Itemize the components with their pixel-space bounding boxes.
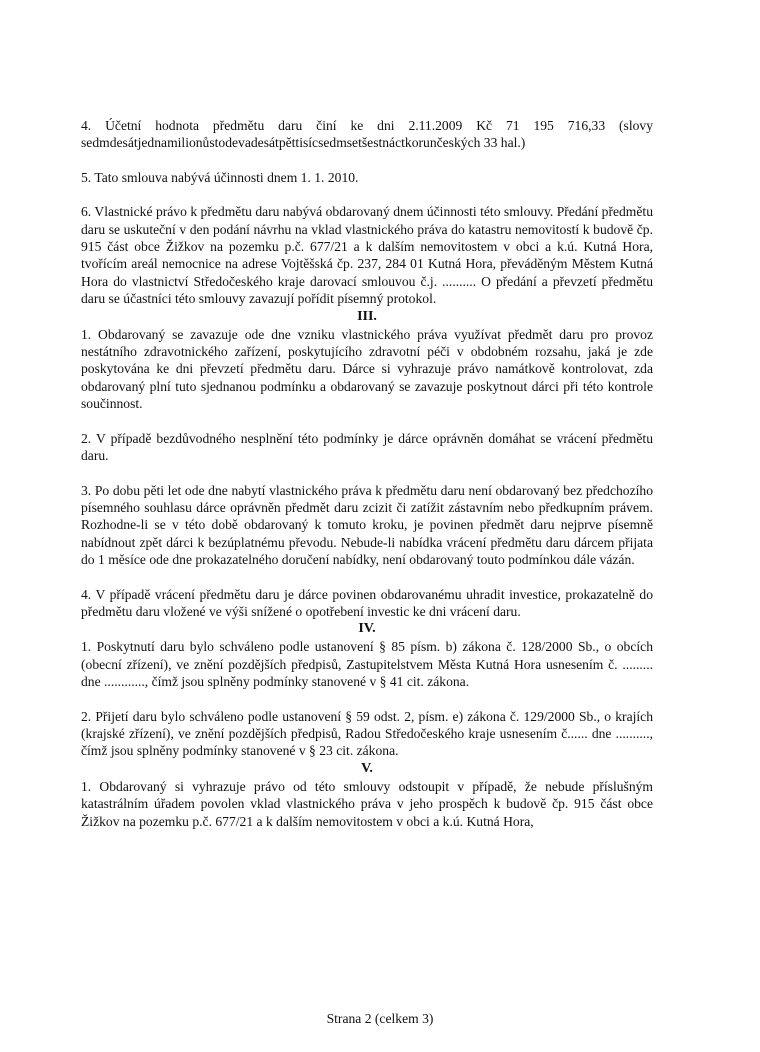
paragraph-v-1: 1. Obdarovaný si vyhrazuje právo od této smlouvy odstoupit v případě, že nebude příslušným katastrálním úřadem povolen vklad vlastnického práva v jeho prospěch k budově čp. 915 část obce Žižkov na pozemku p.č. 677/21 a k dalším nemovitostem v obci a k.ú. Kutná Hora, — [81, 778, 653, 829]
section-heading-v: V. — [361, 760, 373, 776]
section-heading-iv: IV. — [358, 621, 376, 637]
paragraph-iii-1: 1. Obdarovaný se zavazuje ode dne vzniku vlastnického práva využívat předmět daru pro provoz nestátního zdravotnického zařízení, poskytujícího zdravotní péči v obdobném rozsahu, jaká je zde poskytována ke dni převzetí předmětu daru. Dárce si vyhrazuje právo namátkově kontrolovat, zda obdarovaný plní tuto sjednanou podmínku a obdarovaný se zavazuje poskytnout dárci při této kontrole součinnost. — [81, 326, 653, 412]
page-number-footer: Strana 2 (celkem 3) — [326, 1011, 434, 1026]
section-heading-iii: III. — [357, 308, 377, 324]
paragraph-iii-3: 3. Po dobu pěti let ode dne nabytí vlastnického práva k předmětu daru není obdarovaný bez předchozího písemného souhlasu dárce oprávněn předmět daru zcizit či zatížit zástavním nebo předkupním právem. Rozhodne-li se v této době obdarovaný k tomuto kroku, je povinen předmět daru nejprve písemně nabídnout zpět dárci k bezúplatnému převodu. Nebude-li nabídka vrácení předmětu daru dárcem přijata do 1 měsíce ode dne prokazatelného doručení nabídky, není obdarovaný touto podmínkou dále vázán. — [81, 482, 653, 568]
paragraph-iv-2: 2. Přijetí daru bylo schváleno podle ustanovení § 59 odst. 2, písm. e) zákona č. 129/2000 Sb., o krajích (krajské zřízení), ve znění pozdějších předpisů, Radou Středočeského kraje usnesením č...... dne .........., čímž jsou splněny podmínky stanovené v § 23 cit. zákona. — [81, 708, 653, 759]
document-body — [81, 117, 653, 830]
paragraph-iii-2: 2. V případě bezdůvodného nesplnění této podmínky je dárce oprávněn domáhat se vrácení předmětu daru. — [81, 430, 653, 464]
paragraph-ii-5: 5. Tato smlouva nabývá účinnosti dnem 1. 1. 2010. — [81, 169, 359, 185]
paragraph-iv-1: 1. Poskytnutí daru bylo schváleno podle ustanovení § 85 písm. b) zákona č. 128/2000 Sb., o obcích (obecní zřízení), ve znění pozdějších předpisů, Zastupitelstvem Města Kutná Hora usnesením č. ......... dne ............, čímž jsou splněny podmínky stanovené v § 41 cit. zákona. — [81, 639, 653, 690]
paragraph-ii-6: 6. Vlastnické právo k předmětu daru nabývá obdarovaný dnem účinnosti této smlouvy. Předání předmětu daru se uskuteční v den podání návrhu na vklad vlastnického práva do katastru nemovitostí k budově čp. 915 část obce Žižkov na pozemku p.č. 677/21 a k dalším nemovitostem v obci a k.ú. Kutná Hora, tvořícím areál nemocnice na adrese Vojtěšská čp. 237, 284 01 Kutná Hora, převáděným Městem Kutná Hora do vlastnictví Středočeského kraje darovací smlouvou č.j. .......... O předání a převzetí předmětu daru se účastníci této smlouvy zavazují pořídit písemný protokol. — [81, 204, 653, 307]
paragraph-ii-4: 4. Účetní hodnota předmětu daru činí ke dni 2.11.2009 Kč 71 195 716,33 (slovy sedmdesátjednamilionůstodevadesátpěttisícsedmsetšestnáctkorunčeských 33 hal.) — [81, 118, 653, 151]
paragraph-iii-4: 4. V případě vrácení předmětu daru je dárce povinen obdarovanému uhradit investice, prokazatelně do předmětu daru vložené ve výši snížené o opotřebení investic ke dni vrácení daru. — [81, 586, 653, 619]
